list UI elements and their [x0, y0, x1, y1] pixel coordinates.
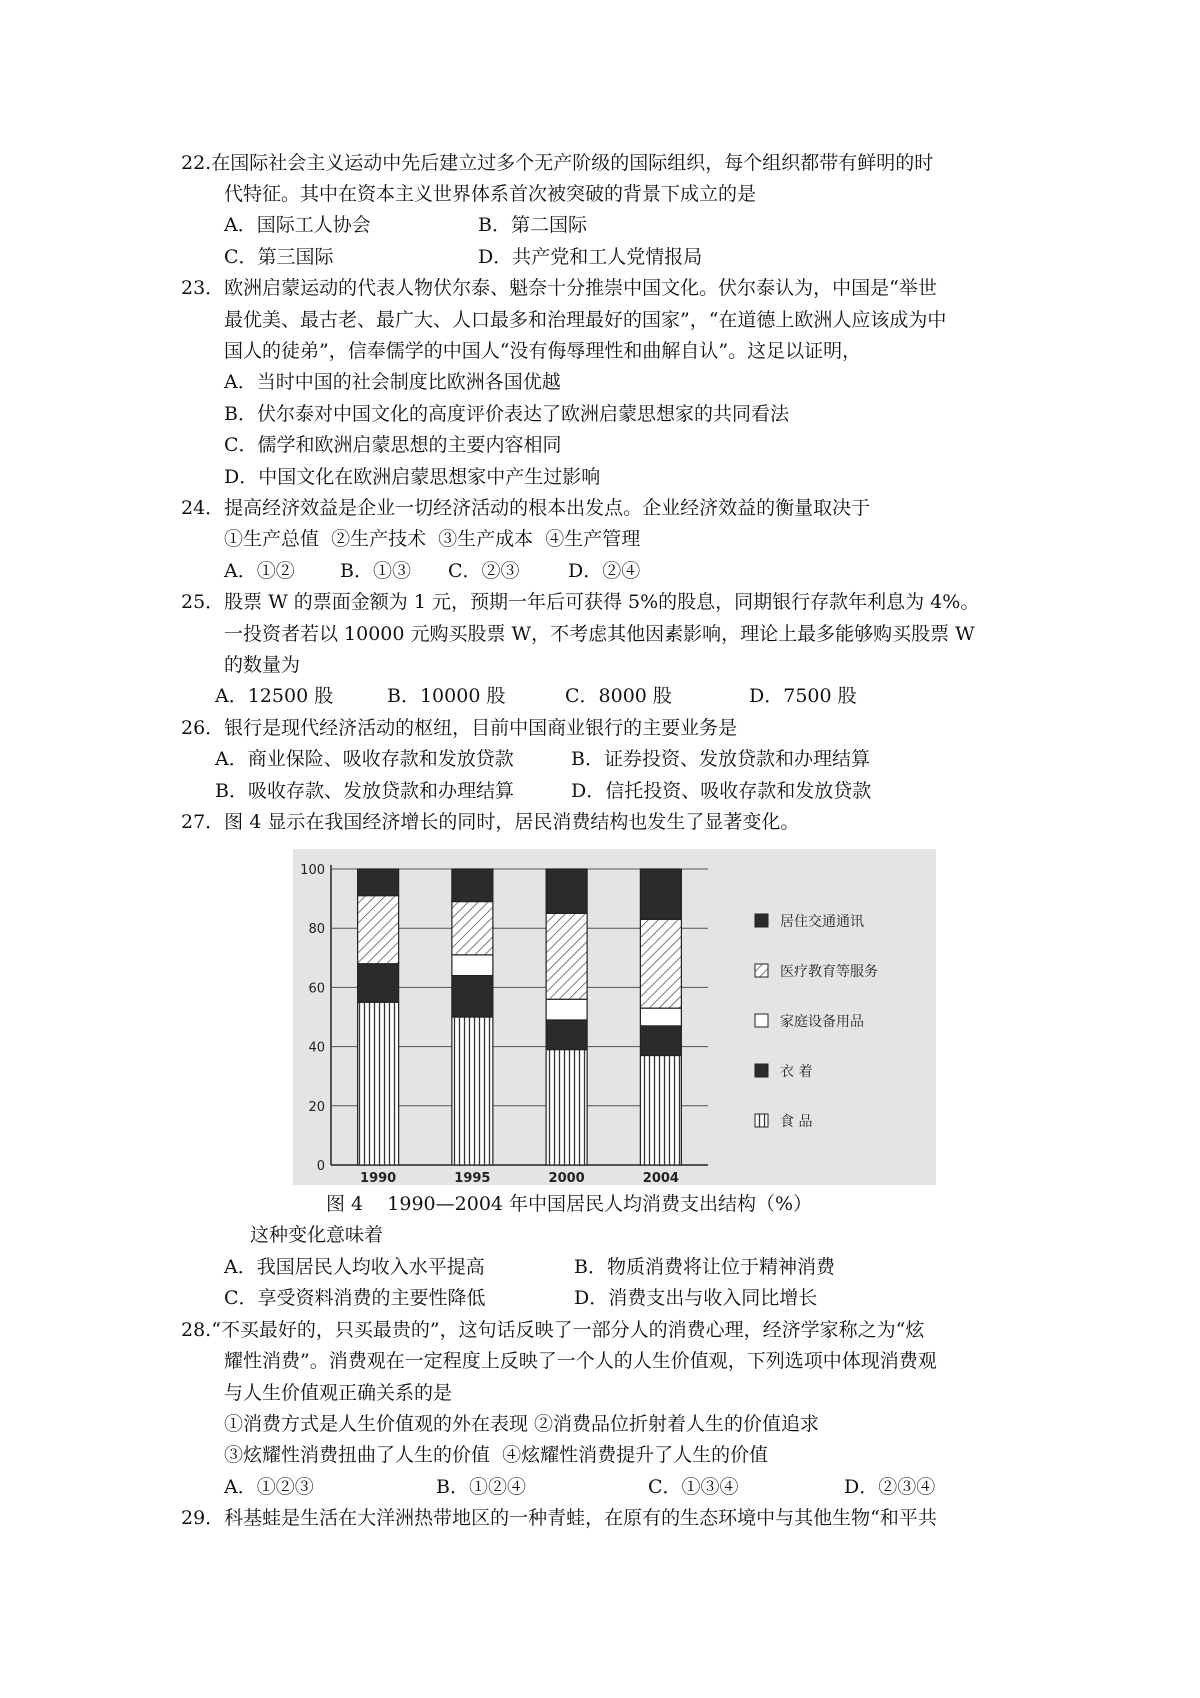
q29-stem: 29．科基蛙是生活在大洋洲热带地区的一种青蛙，在原有的生态环境中与其他生物“和平共 — [181, 1507, 937, 1529]
bar-segment — [358, 869, 399, 896]
q25-option-d: D．7500 股 — [749, 685, 857, 707]
legend-swatch — [755, 914, 768, 927]
q27-option-d: D．消费支出与收入同比增长 — [574, 1287, 818, 1309]
bar-segment — [640, 869, 681, 919]
consumption-structure-chart — [293, 849, 936, 1185]
q22-option-b: B．第二国际 — [478, 214, 587, 236]
q26-option-d: D．信托投资、吸收存款和发放贷款 — [571, 780, 872, 802]
chart-svg — [293, 849, 936, 1185]
q24-option-a: A．①② — [224, 560, 295, 582]
bar-segment — [640, 919, 681, 1008]
x-tick-label: 1990 — [360, 1171, 397, 1185]
y-tick-label: 20 — [308, 1099, 325, 1115]
bar-segment — [358, 1002, 399, 1165]
q28-option-c: C．①③④ — [648, 1476, 739, 1498]
y-tick-label: 40 — [308, 1040, 325, 1056]
bar-segment — [546, 999, 587, 1020]
legend-label: 食 品 — [780, 1114, 813, 1130]
q25-option-b: B．10000 股 — [387, 685, 506, 707]
x-tick-label: 2000 — [548, 1171, 585, 1185]
bar-segment — [640, 1055, 681, 1165]
q27-stem: 27．图 4 显示在我国经济增长的同时，居民消费结构也发生了显著变化。 — [181, 811, 800, 833]
q22-stem-line1: 22.在国际社会主义运动中先后建立过多个无产阶级的国际组织，每个组织都带有鲜明的时 — [181, 152, 934, 174]
q23-option-c: C．儒学和欧洲启蒙思想的主要内容相同 — [224, 434, 562, 456]
q23-option-b: B．伏尔泰对中国文化的高度评价表达了欧洲启蒙思想家的共同看法 — [224, 403, 789, 425]
q22-option-c: C．第三国际 — [224, 246, 334, 268]
q24-items: ①生产总值 ②生产技术 ③生产成本 ④生产管理 — [224, 528, 641, 550]
q23-stem-line3: 国人的徒弟”，信奉儒学的中国人“没有侮辱理性和曲解自认”。这足以证明， — [224, 340, 862, 362]
x-tick-label: 1995 — [454, 1171, 491, 1185]
q28-option-a: A．①②③ — [224, 1476, 314, 1498]
q25-option-c: C．8000 股 — [565, 685, 672, 707]
bar-segment — [452, 1017, 493, 1165]
y-tick-label: 100 — [300, 863, 325, 878]
bar-segment — [640, 1008, 681, 1026]
q26-stem: 26．银行是现代经济活动的枢纽，目前中国商业银行的主要业务是 — [181, 717, 738, 739]
q26-option-c: B．吸收存款、发放贷款和办理结算 — [215, 780, 514, 802]
figure-caption: 图 4 1990—2004 年中国居民人均消费支出结构（%） — [326, 1193, 813, 1215]
bar-segment — [452, 869, 493, 902]
q22-option-d: D．共产党和工人党情报局 — [478, 246, 703, 268]
q27-option-a: A．我国居民人均收入水平提高 — [224, 1256, 485, 1278]
q27-option-b: B．物质消费将让位于精神消费 — [574, 1256, 835, 1278]
q26-option-a: A．商业保险、吸收存款和发放贷款 — [215, 748, 514, 770]
q23-stem-line2: 最优美、最古老、最广大、人口最多和治理最好的国家”，“在道德上欧洲人应该成为中 — [224, 309, 947, 331]
bar-segment — [358, 896, 399, 964]
y-tick-label: 60 — [308, 981, 325, 997]
legend-label: 衣 着 — [780, 1064, 813, 1080]
x-tick-label: 2004 — [642, 1171, 679, 1185]
legend-label: 居住交通通讯 — [780, 914, 864, 930]
q28-option-d: D．②③④ — [844, 1476, 936, 1498]
bar-segment — [546, 1050, 587, 1165]
q22-option-a: A．国际工人协会 — [224, 214, 371, 236]
y-tick-label: 80 — [308, 922, 325, 938]
q28-option-b: B．①②④ — [436, 1476, 526, 1498]
q26-option-b: B．证券投资、发放贷款和办理结算 — [571, 748, 870, 770]
q28-item-line2: ③炫耀性消费扭曲了人生的价值 ④炫耀性消费提升了人生的价值 — [224, 1444, 769, 1466]
bar-segment — [452, 902, 493, 955]
q25-option-a: A．12500 股 — [215, 685, 334, 707]
q25-stem-line3: 的数量为 — [224, 654, 301, 676]
q28-stem-line3: 与人生价值观正确关系的是 — [224, 1382, 453, 1404]
bar-segment — [546, 1020, 587, 1050]
q22-stem-line2: 代特征。其中在资本主义世界体系首次被突破的背景下成立的是 — [224, 183, 757, 205]
q25-stem-line1: 25．股票 W 的票面金额为 1 元，预期一年后可获得 5%的股息，同期银行存款年利息为 4%。 — [181, 591, 980, 613]
bar-segment — [546, 869, 587, 913]
q25-stem-line2: 一投资者若以 10000 元购买股票 W，不考虑其他因素影响，理论上最多能够购买股票 W — [224, 623, 975, 645]
y-tick-label: 0 — [316, 1159, 325, 1174]
q28-stem-line1: 28.“不买最好的，只买最贵的”，这句话反映了一部分人的消费心理，经济学家称之为“炫 — [181, 1319, 925, 1341]
legend-swatch — [755, 1014, 768, 1027]
legend-swatch — [755, 1064, 768, 1077]
q27-option-c: C．享受资料消费的主要性降低 — [224, 1287, 486, 1309]
legend-label: 医疗教育等服务 — [780, 964, 878, 980]
q24-option-b: B．①③ — [340, 560, 411, 582]
bar-segment — [452, 976, 493, 1017]
bar-segment — [546, 913, 587, 999]
q24-stem: 24．提高经济效益是企业一切经济活动的根本出发点。企业经济效益的衡量取决于 — [181, 497, 871, 519]
legend-label: 家庭设备用品 — [780, 1014, 864, 1030]
bar-segment — [358, 964, 399, 1002]
q23-stem-line1: 23．欧洲启蒙运动的代表人物伏尔泰、魁奈十分推崇中国文化。伏尔泰认为，中国是“举世 — [181, 277, 937, 299]
q24-option-d: D．②④ — [568, 560, 641, 582]
q28-stem-line2: 耀性消费”。消费观在一定程度上反映了一个人的人生价值观，下列选项中体现消费观 — [224, 1350, 937, 1372]
legend-swatch — [755, 964, 768, 977]
bar-segment — [640, 1026, 681, 1056]
q28-item-line1: ①消费方式是人生价值观的外在表现 ②消费品位折射着人生的价值追求 — [224, 1413, 820, 1435]
bar-segment — [452, 955, 493, 976]
q24-option-c: C．②③ — [448, 560, 520, 582]
legend-swatch — [755, 1114, 768, 1127]
q23-option-a: A．当时中国的社会制度比欧洲各国优越 — [224, 371, 561, 393]
q23-option-d: D．中国文化在欧洲启蒙思想家中产生过影响 — [224, 466, 601, 488]
q27-stem-line2: 这种变化意味着 — [250, 1224, 384, 1246]
